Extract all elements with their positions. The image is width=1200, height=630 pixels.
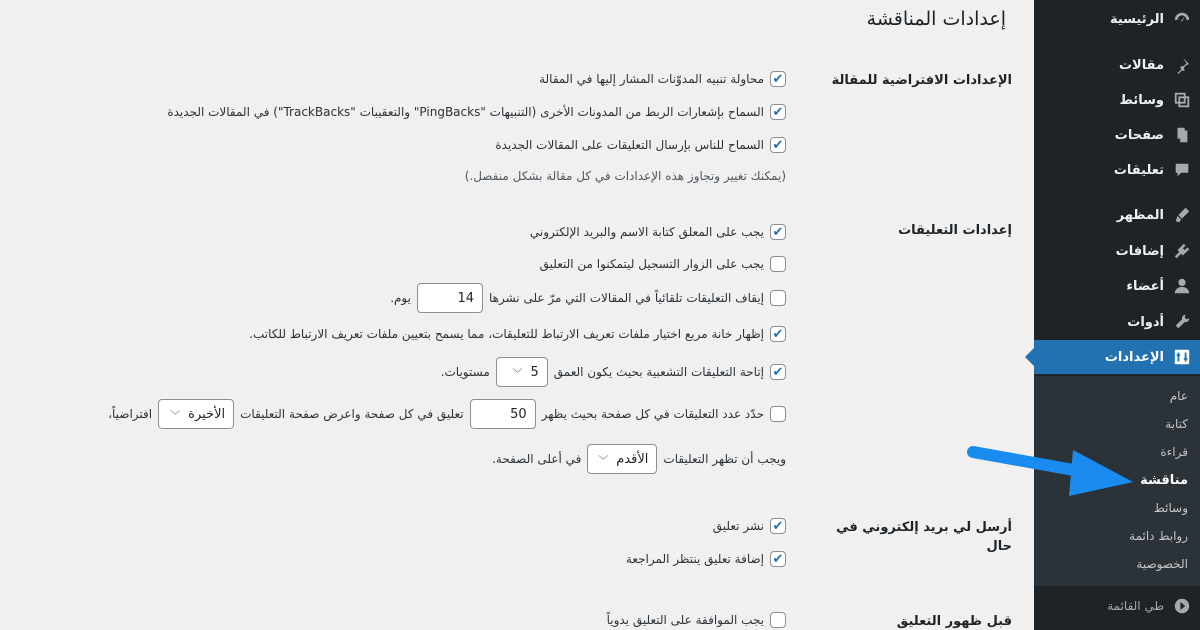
checkbox-manual-approve[interactable] [770,612,786,628]
sidebar-item-label: أدوات [1127,314,1164,330]
submenu-item-permalinks[interactable]: روابط دائمة [1129,529,1188,543]
option-allow-comments [495,137,786,153]
label-cookies: إظهار خانة مربع اختيار ملفات تعريف الارتباط للتعليقات، مما يسمح بتعيين ملفات تعريف الارتباط للكاتب. [249,327,764,341]
sidebar-item-label: وسائط [1119,92,1164,108]
label-notify-blogs: محاولة تنبيه المدوّنات المشار إليها في المقالة [539,72,764,86]
sidebar-item-pages[interactable] [1034,118,1200,152]
option-cookies [249,326,786,342]
sidebar-item-label: المظهر [1116,207,1164,223]
sidebar-item-plugins[interactable] [1034,234,1200,268]
submenu-item-discussion[interactable]: مناقشة [1140,472,1188,488]
collapse-menu-label: طي القائمة [1107,599,1164,613]
submenu-item-writing[interactable]: كتابة [1165,417,1188,431]
option-notify-blogs [539,71,786,87]
collapse-icon [1164,598,1200,614]
submenu-item-reading[interactable]: قراءة [1160,445,1188,459]
option-email-moderation [626,551,786,567]
checkbox-registration[interactable] [770,256,786,272]
chevron-down-icon: ﹀ [512,368,523,380]
checkbox-threaded[interactable]: ✔ [770,364,786,380]
sidebar-item-dashboard[interactable] [1034,2,1200,36]
option-paginate [108,399,786,429]
label-allow-pings: السماح بإشعارات الربط من المدونات الأخرى (التنبيهات "PingBacks" والتعقيبات "TrackBacks") في المقالات الجديدة [167,105,764,119]
label-require-name: يجب على المعلق كتابة الاسم والبريد الإلكتروني [529,225,764,239]
checkbox-notify-blogs[interactable]: ✔ [770,71,786,87]
submenu-item-general[interactable]: عام [1169,389,1188,403]
sidebar-item-label: مقالات [1118,57,1164,73]
checkbox-cookies[interactable]: ✔ [770,326,786,342]
checkbox-close-comments[interactable] [770,290,786,306]
sidebar-item-label: الرئيسية [1109,11,1164,27]
collapse-menu-button[interactable] [1034,590,1200,622]
page-title: إعدادات المناقشة [866,8,1006,30]
comment-order-value: الأقدم [616,451,649,467]
sidebar-item-appearance[interactable] [1034,198,1200,232]
defaults-note-text: (يمكنك تغيير وتجاوز هذه الإعدادات في كل مقالة بشكل منفصل.) [464,169,786,183]
chevron-down-icon: ﹀ [170,410,181,422]
label-order-after: في أعلى الصفحة. [492,452,582,466]
option-email-anyone-posts [713,518,786,534]
sidebar-item-label: إضافات [1115,243,1164,259]
label-allow-comments: السماح للناس بإرسال التعليقات على المقالات الجديدة [495,138,764,152]
checkbox-paginate[interactable] [770,406,786,422]
option-threaded [441,357,786,387]
checkbox-email-anyone-posts[interactable]: ✔ [770,518,786,534]
sidebar-item-tools[interactable] [1034,305,1200,339]
thread-depth-value: 5 [530,364,539,380]
label-threaded-after: مستويات. [440,365,490,379]
plugins-icon [1164,242,1200,260]
thread-depth-select[interactable] [496,357,548,387]
label-paginate-mid: تعليق في كل صفحة واعرض صفحة التعليقات [240,407,464,421]
sidebar-item-comments[interactable] [1034,153,1200,187]
submenu-item-privacy[interactable]: الخصوصية [1136,557,1188,571]
dashboard-icon [1164,10,1200,28]
submenu-item-media[interactable]: وسائط [1153,501,1188,515]
sidebar-item-label: صفحات [1114,127,1164,143]
admin-sidebar [1034,0,1200,630]
section-label-default-article: الإعدادات الافتراضية للمقالة [831,73,1012,88]
label-manual-approve: يجب الموافقة على التعليق يدوياً [606,613,764,627]
sidebar-item-posts[interactable] [1034,48,1200,82]
section-label-comments: إعدادات التعليقات [898,223,1012,238]
default-page-select[interactable] [158,399,234,429]
media-icon [1164,91,1200,109]
label-threaded-before: إتاحة التعليقات التشعبية بحيث يكون العمق [553,365,764,379]
per-page-input[interactable] [470,399,536,429]
annotation-arrow-icon [965,440,1135,500]
label-order-before: ويجب أن تظهر التعليقات [663,452,786,466]
section-label-before-appear: قبل ظهور التعليق [896,614,1012,629]
label-registration: يجب على الزوار التسجيل ليتمكنوا من التعليق [539,257,764,271]
sidebar-item-label: الإعدادات [1104,349,1164,365]
close-days-input[interactable] [417,283,483,313]
checkbox-allow-comments[interactable]: ✔ [770,137,786,153]
defaults-note [465,169,786,183]
appearance-icon [1164,206,1200,224]
sidebar-item-media[interactable] [1034,83,1200,117]
settings-icon [1164,348,1200,366]
section-label-email: أرسل لي بريد إلكتروني في حال [836,520,1012,554]
sidebar-item-label: تعليقات [1113,162,1164,178]
checkbox-allow-pings[interactable]: ✔ [770,104,786,120]
label-email-moderation: إضافة تعليق ينتظر المراجعة [625,552,764,566]
chevron-down-icon: ﹀ [598,455,609,467]
sidebar-item-users[interactable] [1034,269,1200,303]
checkbox-email-moderation[interactable]: ✔ [770,551,786,567]
label-close-after: يوم. [390,291,411,305]
option-allow-pings [167,104,786,120]
option-close-comments [390,283,786,313]
users-icon [1164,277,1200,295]
checkbox-require-name[interactable]: ✔ [770,224,786,240]
label-email-anyone-posts: نشر تعليق [712,519,764,533]
comments-icon [1164,161,1200,179]
label-paginate-before: حدّد عدد التعليقات في كل صفحة بحيث يظهر [541,407,764,421]
option-order [492,444,786,474]
option-registration [540,256,786,272]
label-close-before: إيقاف التعليقات تلقائياً في المقالات التي مرّ على نشرها [488,291,764,305]
sidebar-item-settings[interactable] [1034,340,1200,374]
option-require-name [530,224,786,240]
option-manual-approve [607,612,786,628]
pages-icon [1164,126,1200,144]
comment-order-select[interactable] [587,444,657,474]
tools-icon [1164,313,1200,331]
sidebar-item-label: أعضاء [1126,278,1164,294]
label-paginate-after: افتراضياً، [108,407,153,421]
default-page-value: الأخيرة [188,406,226,422]
pin-icon [1164,56,1200,74]
